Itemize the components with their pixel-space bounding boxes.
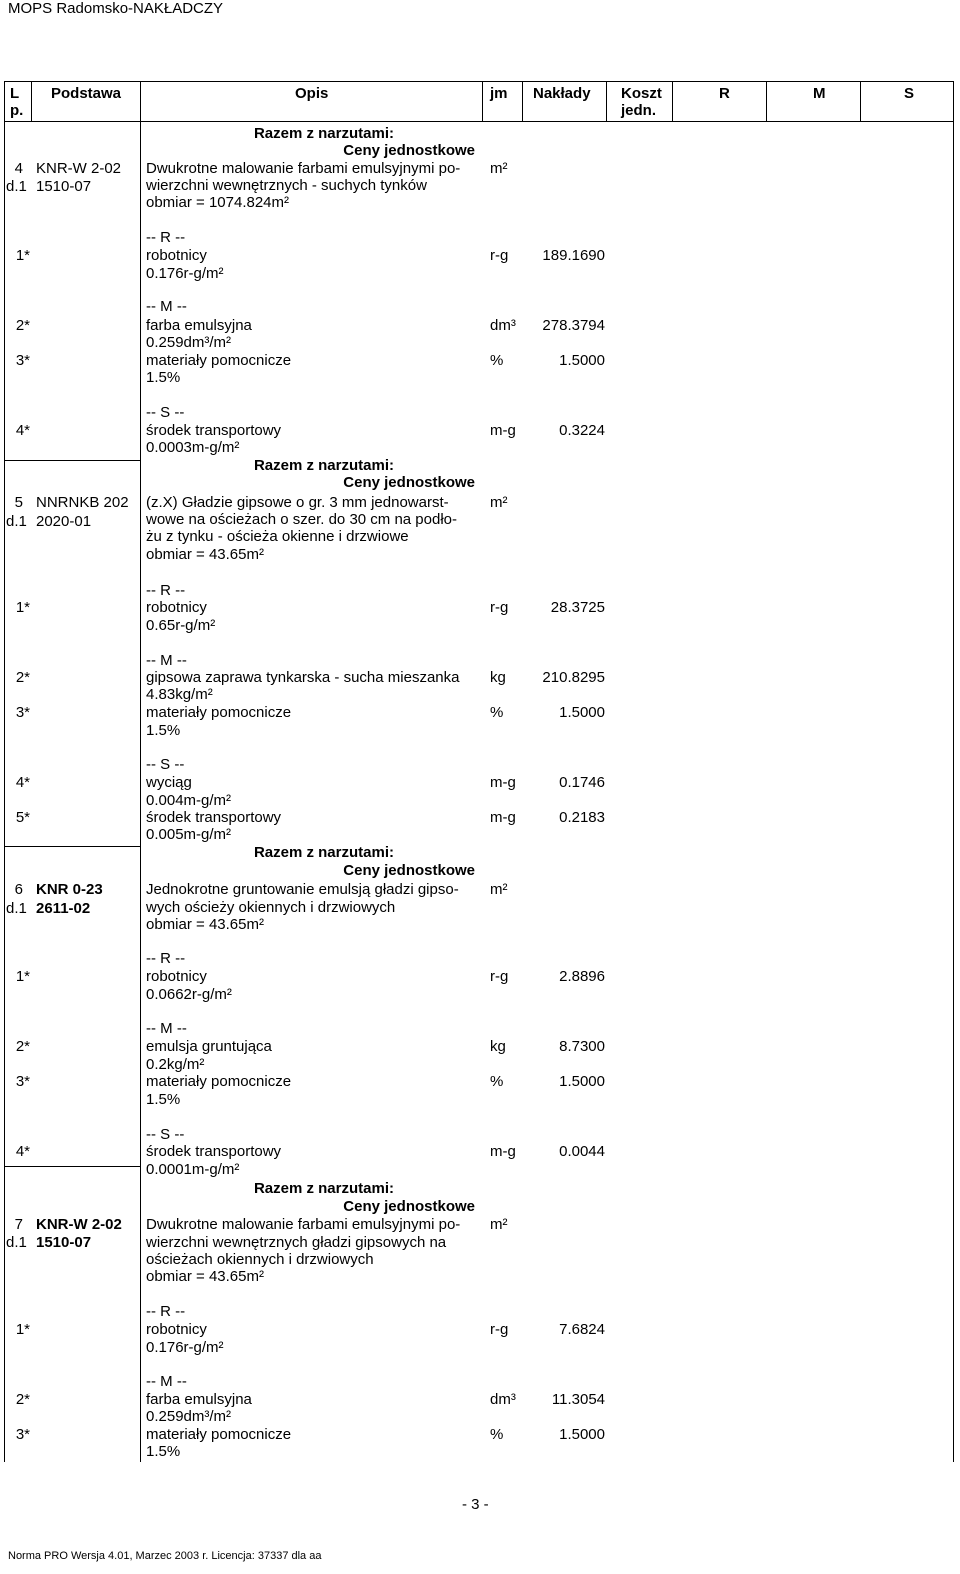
resource-norm: 4.83kg/m² <box>146 686 213 703</box>
resource-unit: m-g <box>490 1143 516 1160</box>
resource-value: 8.7300 <box>559 1038 605 1055</box>
unit: m² <box>490 494 508 511</box>
basis-code-2: 1510-07 <box>36 178 92 195</box>
col-jm: jm <box>490 85 508 102</box>
description-line: obmiar = 43.65m² <box>146 1268 264 1285</box>
resource-name: gipsowa zaprawa tynkarska - sucha mieszanka <box>146 669 460 686</box>
resource-norm: 0.004m-g/m² <box>146 792 232 809</box>
resource-norm: 0.005m-g/m² <box>146 826 232 843</box>
resource-name: materiały pomocnicze <box>146 352 292 369</box>
section-r: -- R -- <box>146 582 186 599</box>
ceny-label: Ceny jednostkowe <box>343 142 475 159</box>
resource-norm: 0.176r-g/m² <box>146 265 224 282</box>
section-m: -- M -- <box>146 652 187 669</box>
section-r: -- R -- <box>146 950 186 967</box>
resource-unit: dm³ <box>490 317 516 334</box>
basis-code: KNR-W 2-02 <box>36 1216 122 1233</box>
col-opis: Opis <box>295 85 329 102</box>
resource-value: 0.3224 <box>559 422 605 439</box>
resource-name: farba emulsyjna <box>146 317 252 334</box>
resource-number: 2* <box>15 1038 30 1055</box>
resource-name: robotnicy <box>146 968 207 985</box>
resource-value: 210.8295 <box>542 669 605 686</box>
resource-value: 0.0044 <box>559 1143 605 1160</box>
resource-unit: dm³ <box>490 1391 516 1408</box>
razem-label: Razem z narzutami: <box>253 1180 394 1197</box>
resource-norm: 0.259dm³/m² <box>146 1408 232 1425</box>
section-s: -- S -- <box>146 404 185 421</box>
position-number: 7 <box>14 1216 23 1233</box>
section-r: -- R -- <box>146 1303 186 1320</box>
resource-unit: % <box>490 352 504 369</box>
description-line: ościeżach okiennych i drzwiowych <box>146 1251 374 1268</box>
resource-unit: r-g <box>490 968 509 985</box>
resource-number: 1* <box>15 247 30 264</box>
resource-name: robotnicy <box>146 247 207 264</box>
resource-unit: % <box>490 704 504 721</box>
description-line: wych ościeży okiennych i drzwiowych <box>146 899 396 916</box>
description-line: obmiar = 1074.824m² <box>146 194 289 211</box>
position-d: d.1 <box>6 513 27 530</box>
razem-label: Razem z narzutami: <box>253 844 394 861</box>
resource-number: 4* <box>15 422 30 439</box>
resource-number: 1* <box>15 1321 30 1338</box>
col-podstawa: Podstawa <box>51 85 122 102</box>
resource-unit: r-g <box>490 599 509 616</box>
resource-value: 1.5000 <box>559 352 605 369</box>
resource-value: 1.5000 <box>559 1073 605 1090</box>
resource-unit: kg <box>490 669 506 686</box>
page-number: - 3 - <box>462 1496 489 1513</box>
resource-unit: m-g <box>490 774 516 791</box>
resource-value: 28.3725 <box>550 599 605 616</box>
resource-unit: % <box>490 1073 504 1090</box>
basis-code-2: 2020-01 <box>36 513 92 530</box>
basis-code: KNR 0-23 <box>36 881 103 898</box>
description-line: obmiar = 43.65m² <box>146 916 264 933</box>
resource-norm: 0.0003m-g/m² <box>146 439 240 456</box>
section-m: -- M -- <box>146 298 187 315</box>
resource-value: 11.3054 <box>551 1391 605 1408</box>
resource-number: 2* <box>15 1391 30 1408</box>
basis-code-2: 2611-02 <box>36 900 91 917</box>
col-naklady: Nakłady <box>533 85 591 102</box>
resource-norm: 0.176r-g/m² <box>146 1339 224 1356</box>
ceny-label: Ceny jednostkowe <box>343 1198 475 1215</box>
col-s: S <box>904 85 915 102</box>
section-m: -- M -- <box>146 1373 187 1390</box>
section-s: -- S -- <box>146 756 185 773</box>
description-line: obmiar = 43.65m² <box>146 546 264 563</box>
description-line: wowe na ościeżach o szer. do 30 cm na podło- <box>146 511 458 528</box>
resource-norm: 0.0662r-g/m² <box>146 986 232 1003</box>
resource-unit: % <box>490 1426 504 1443</box>
resource-unit: m-g <box>490 422 516 439</box>
resource-number: 1* <box>15 599 30 616</box>
section-r: -- R -- <box>146 229 186 246</box>
resource-value: 7.6824 <box>559 1321 605 1338</box>
resource-norm: 1.5% <box>146 1091 181 1108</box>
position-number: 6 <box>14 881 23 898</box>
resource-norm: 1.5% <box>146 369 181 386</box>
resource-number: 3* <box>15 352 30 369</box>
resource-value: 189.1690 <box>542 247 605 264</box>
description-line: Jednokrotne gruntowanie emulsją gładzi gipso- <box>146 881 459 898</box>
basis-code-2: 1510-07 <box>36 1234 92 1251</box>
position-number: 4 <box>14 160 23 177</box>
position-d: d.1 <box>6 178 27 195</box>
resource-value: 1.5000 <box>559 1426 605 1443</box>
section-m: -- M -- <box>146 1020 187 1037</box>
resource-norm: 0.0001m-g/m² <box>146 1161 240 1178</box>
description-line: (z.X) Gładzie gipsowe o gr. 3 mm jednowarst- <box>146 494 449 511</box>
resource-number: 4* <box>15 1143 30 1160</box>
description-line: wierzchni wewnętrznych gładzi gipsowych na <box>146 1234 447 1251</box>
basis-code: NNRNKB 202 <box>36 494 129 511</box>
position-number: 5 <box>14 494 23 511</box>
resource-number: 2* <box>15 669 30 686</box>
resource-number: 2* <box>15 317 30 334</box>
resource-value: 0.2183 <box>559 809 605 826</box>
col-lp: L <box>10 85 20 102</box>
ceny-label: Ceny jednostkowe <box>343 474 475 491</box>
unit: m² <box>490 1216 508 1233</box>
col-koszt: Koszt <box>621 85 662 102</box>
description-line: Dwukrotne malowanie farbami emulsyjnymi po- <box>146 160 461 177</box>
app-title: MOPS Radomsko-NAKŁADCZY <box>8 0 224 17</box>
resource-norm: 1.5% <box>146 722 181 739</box>
position-d: d.1 <box>6 900 27 917</box>
resource-unit: m-g <box>490 809 516 826</box>
description-line: żu z tynku - ościeża okienne i drzwiowe <box>146 528 409 545</box>
razem-label: Razem z narzutami: <box>253 457 394 474</box>
resource-norm: 1.5% <box>146 1443 181 1460</box>
basis-code: KNR-W 2-02 <box>36 160 122 177</box>
resource-number: 4* <box>15 774 30 791</box>
resource-value: 278.3794 <box>542 317 605 334</box>
resource-value: 2.8896 <box>559 968 605 985</box>
resource-name: robotnicy <box>146 599 207 616</box>
resource-name: emulsja gruntująca <box>146 1038 272 1055</box>
resource-value: 1.5000 <box>559 704 605 721</box>
resource-number: 3* <box>15 1426 30 1443</box>
razem-label: Razem z narzutami: <box>253 125 394 142</box>
ceny-label: Ceny jednostkowe <box>343 862 475 879</box>
resource-unit: r-g <box>490 1321 509 1338</box>
resource-norm: 0.259dm³/m² <box>146 334 232 351</box>
description-line: wierzchni wewnętrznych - suchych tynków <box>146 177 427 194</box>
resource-name: wyciąg <box>146 774 192 791</box>
position-d: d.1 <box>6 1234 27 1251</box>
resource-number: 5* <box>15 809 30 826</box>
resource-name: materiały pomocnicze <box>146 1426 292 1443</box>
resource-name: materiały pomocnicze <box>146 704 292 721</box>
resource-value: 0.1746 <box>559 774 605 791</box>
unit: m² <box>490 881 508 898</box>
resource-name: środek transportowy <box>146 1143 282 1160</box>
unit: m² <box>490 160 508 177</box>
resource-name: środek transportowy <box>146 422 282 439</box>
resource-name: farba emulsyjna <box>146 1391 252 1408</box>
resource-number: 3* <box>15 704 30 721</box>
footer-license: Norma PRO Wersja 4.01, Marzec 2003 r. Licencja: 37337 dla aa <box>8 1550 322 1562</box>
resource-norm: 0.2kg/m² <box>146 1056 205 1073</box>
section-s: -- S -- <box>146 1126 185 1143</box>
resource-number: 3* <box>15 1073 30 1090</box>
col-m: M <box>813 85 826 102</box>
resource-name: środek transportowy <box>146 809 282 826</box>
col-koszt-2: jedn. <box>621 102 657 119</box>
resource-unit: kg <box>490 1038 506 1055</box>
resource-norm: 0.65r-g/m² <box>146 617 216 634</box>
col-lp-2: p. <box>10 102 24 119</box>
description-line: Dwukrotne malowanie farbami emulsyjnymi po- <box>146 1216 461 1233</box>
resource-number: 1* <box>15 968 30 985</box>
col-r: R <box>719 85 730 102</box>
resource-unit: r-g <box>490 247 509 264</box>
resource-name: materiały pomocnicze <box>146 1073 292 1090</box>
resource-name: robotnicy <box>146 1321 207 1338</box>
